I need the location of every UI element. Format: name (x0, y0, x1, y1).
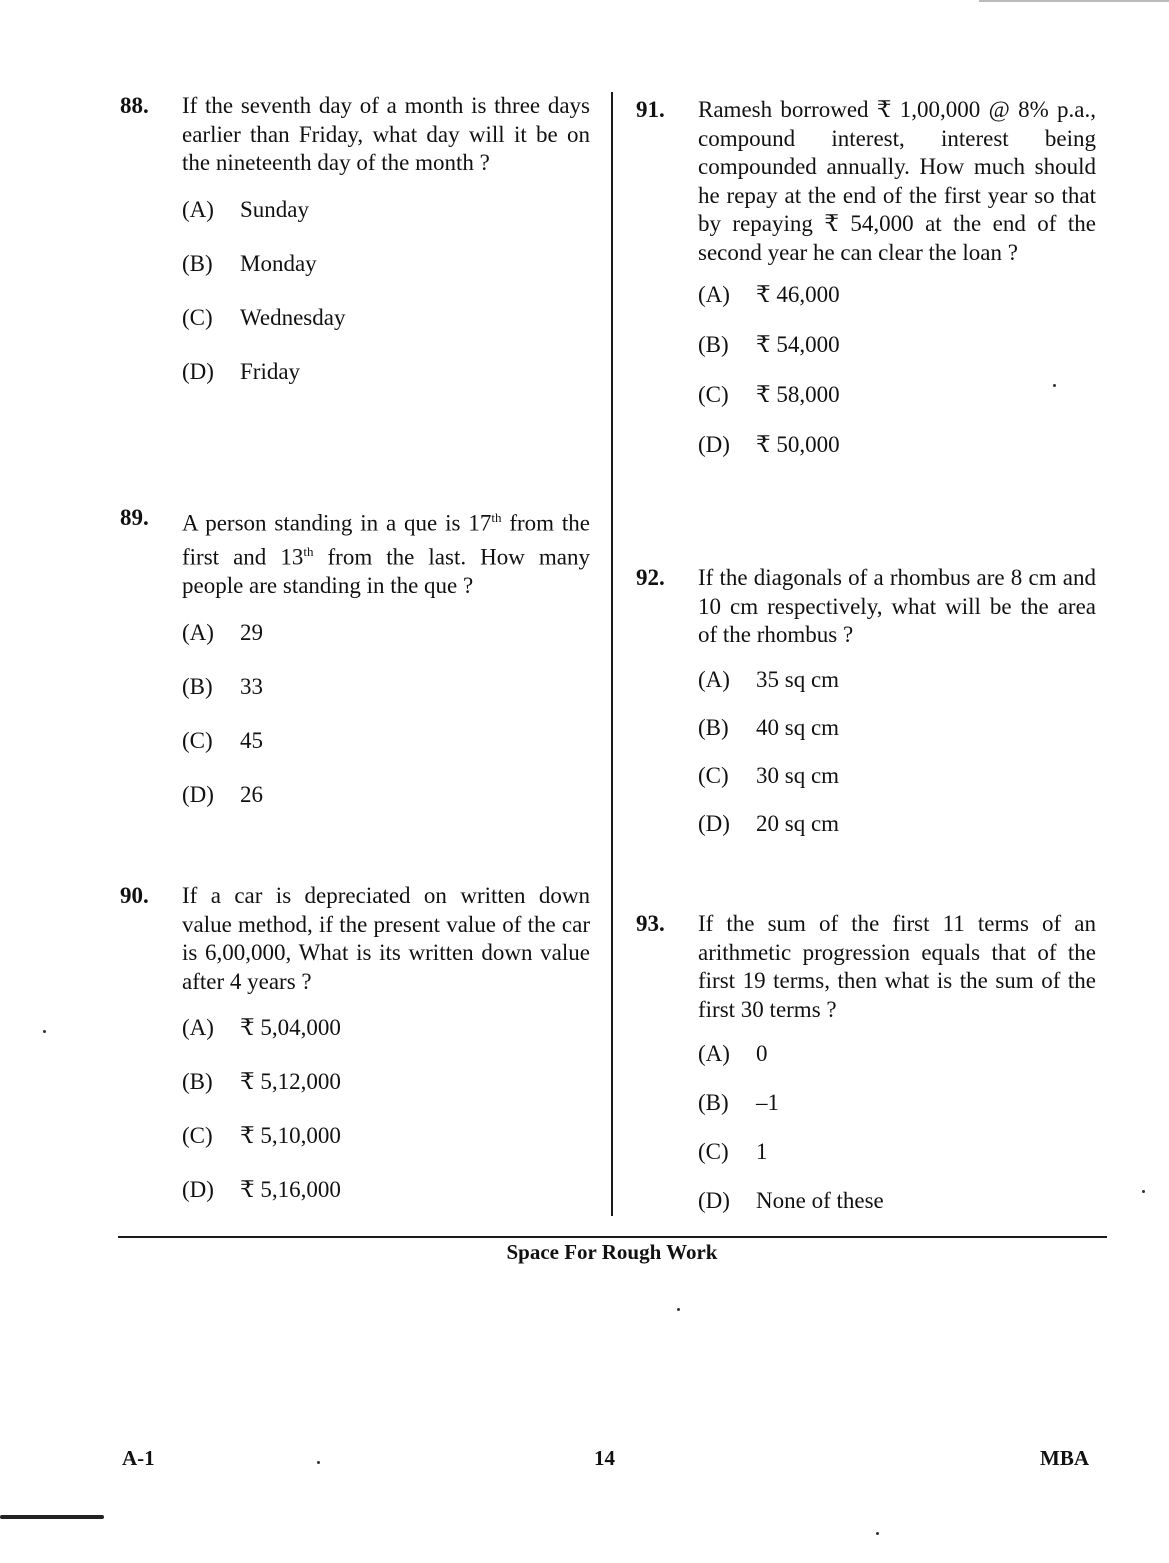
option-label: (A) (698, 282, 730, 307)
option-label: (A) (182, 196, 214, 222)
question-number: 92. (636, 565, 665, 590)
option-text: 40 sq cm (756, 714, 840, 740)
question-88 (120, 92, 590, 412)
option-text: Wednesday (240, 304, 346, 330)
option-text: None of these (756, 1188, 884, 1213)
option-label: (B) (698, 714, 729, 740)
scan-speck (1053, 384, 1056, 387)
question-number: 93. (636, 911, 665, 936)
scan-speck (43, 1030, 46, 1033)
option-d[interactable] (182, 781, 590, 835)
column-divider (611, 92, 613, 1216)
option-text: 1 (756, 1139, 768, 1164)
scan-speck (317, 1461, 320, 1464)
options-list (698, 1040, 1096, 1236)
option-text: 20 sq cm (756, 810, 840, 836)
option-label: (A) (698, 666, 730, 692)
question-text: Ramesh borrowed ₹ 1,00,000 @ 8% p.a., compound interest, interest being compounded annually. How much should he repay at the end of the first year so that by repaying ₹ 54,000 at the end of the second year he can clear the loan ? (698, 97, 1096, 265)
option-b[interactable] (182, 250, 590, 304)
option-text: 33 (240, 673, 263, 699)
option-label: (B) (698, 1090, 729, 1115)
option-b[interactable] (698, 331, 1096, 381)
option-d[interactable] (182, 358, 590, 412)
option-text: ₹ 5,10,000 (240, 1123, 341, 1148)
option-text: 26 (240, 781, 263, 807)
footer-code: A-1 (122, 1446, 155, 1470)
option-a[interactable] (698, 666, 1096, 714)
question-90 (120, 882, 590, 1230)
option-label: (C) (698, 382, 729, 407)
option-c[interactable] (182, 727, 590, 781)
option-label: (B) (182, 673, 213, 699)
option-text: 30 sq cm (756, 762, 840, 788)
option-c[interactable] (182, 304, 590, 358)
option-a[interactable] (182, 619, 590, 673)
option-d[interactable] (698, 431, 1096, 481)
option-a[interactable] (698, 281, 1096, 331)
question-text: If the sum of the first 11 terms of an arithmetic progression equals that of the first 19 terms, then what is the sum of the first 30 terms ? (698, 911, 1096, 1022)
option-text: 0 (756, 1041, 768, 1066)
question-number: 88. (120, 93, 149, 118)
option-text: Monday (240, 250, 317, 276)
option-b[interactable] (698, 714, 1096, 762)
option-label: (B) (698, 332, 729, 357)
footer-subject: MBA (1040, 1446, 1089, 1470)
option-label: (D) (182, 358, 214, 384)
options-list (698, 666, 1096, 858)
question-92 (636, 564, 1096, 858)
option-label: (A) (698, 1041, 730, 1066)
option-label: (B) (182, 1069, 213, 1094)
option-text: ₹ 5,16,000 (240, 1177, 341, 1202)
option-label: (C) (182, 304, 213, 330)
scan-speck (876, 1532, 879, 1535)
option-label: (C) (182, 1123, 213, 1148)
question-text: A person standing in a que is 17th from the first and 13th from the last. How many people are standing in the que ? (182, 510, 590, 599)
option-text: 45 (240, 727, 263, 753)
footer-page-number: 14 (594, 1446, 615, 1470)
option-label: (D) (698, 1188, 730, 1213)
option-text: ₹ 50,000 (756, 432, 840, 457)
question-number: 91. (636, 97, 665, 122)
option-b[interactable] (698, 1089, 1096, 1138)
option-text: Sunday (240, 196, 309, 222)
options-list (182, 619, 590, 835)
option-label: (C) (698, 1139, 729, 1164)
option-a[interactable] (182, 196, 590, 250)
option-c[interactable] (182, 1122, 590, 1176)
option-b[interactable] (182, 1068, 590, 1122)
option-d[interactable] (698, 1187, 1096, 1236)
option-label: (C) (698, 762, 729, 788)
option-c[interactable] (698, 381, 1096, 431)
options-list (182, 1014, 590, 1230)
scan-speck (677, 1308, 680, 1311)
option-label: (D) (182, 781, 214, 807)
option-label: (A) (182, 619, 214, 645)
question-number: 90. (120, 883, 149, 908)
question-text: If a car is depreciated on written down value method, if the present value of the car is 6,00,000, What is its written down value after 4 years ? (182, 883, 590, 994)
question-text: If the diagonals of a rhombus are 8 cm and 10 cm respectively, what will be the area of the rhombus ? (698, 565, 1096, 647)
option-text: 29 (240, 619, 263, 645)
option-text: 35 sq cm (756, 666, 840, 692)
option-label: (C) (182, 727, 213, 753)
scan-artifact-bar (0, 1515, 104, 1519)
option-d[interactable] (182, 1176, 590, 1230)
option-text: ₹ 5,04,000 (240, 1015, 341, 1040)
option-a[interactable] (698, 1040, 1096, 1089)
option-c[interactable] (698, 1138, 1096, 1187)
option-b[interactable] (182, 673, 590, 727)
option-label: (A) (182, 1015, 214, 1040)
option-label: (D) (698, 810, 730, 836)
question-93 (636, 910, 1096, 1236)
question-number: 89. (120, 505, 149, 530)
question-91 (636, 96, 1096, 481)
rough-work-heading: Space For Rough Work (506, 1240, 718, 1264)
option-text: Friday (240, 358, 301, 384)
top-edge-line (979, 0, 1169, 2)
options-list (698, 281, 1096, 481)
options-list (182, 196, 590, 412)
option-label: (D) (698, 432, 730, 457)
option-label: (D) (182, 1177, 214, 1202)
option-a[interactable] (182, 1014, 590, 1068)
question-89 (120, 504, 590, 835)
option-text: ₹ 58,000 (756, 382, 840, 407)
scan-speck (1142, 1190, 1145, 1193)
option-text: –1 (756, 1090, 779, 1115)
option-text: ₹ 5,12,000 (240, 1069, 341, 1094)
option-text: ₹ 54,000 (756, 332, 840, 357)
rough-work-divider (118, 1236, 1107, 1238)
option-d[interactable] (698, 810, 1096, 858)
option-text: ₹ 46,000 (756, 282, 840, 307)
option-c[interactable] (698, 762, 1096, 810)
question-text: If the seventh day of a month is three days earlier than Friday, what day will it be on the nineteenth day of the month ? (182, 93, 590, 175)
option-label: (B) (182, 250, 213, 276)
